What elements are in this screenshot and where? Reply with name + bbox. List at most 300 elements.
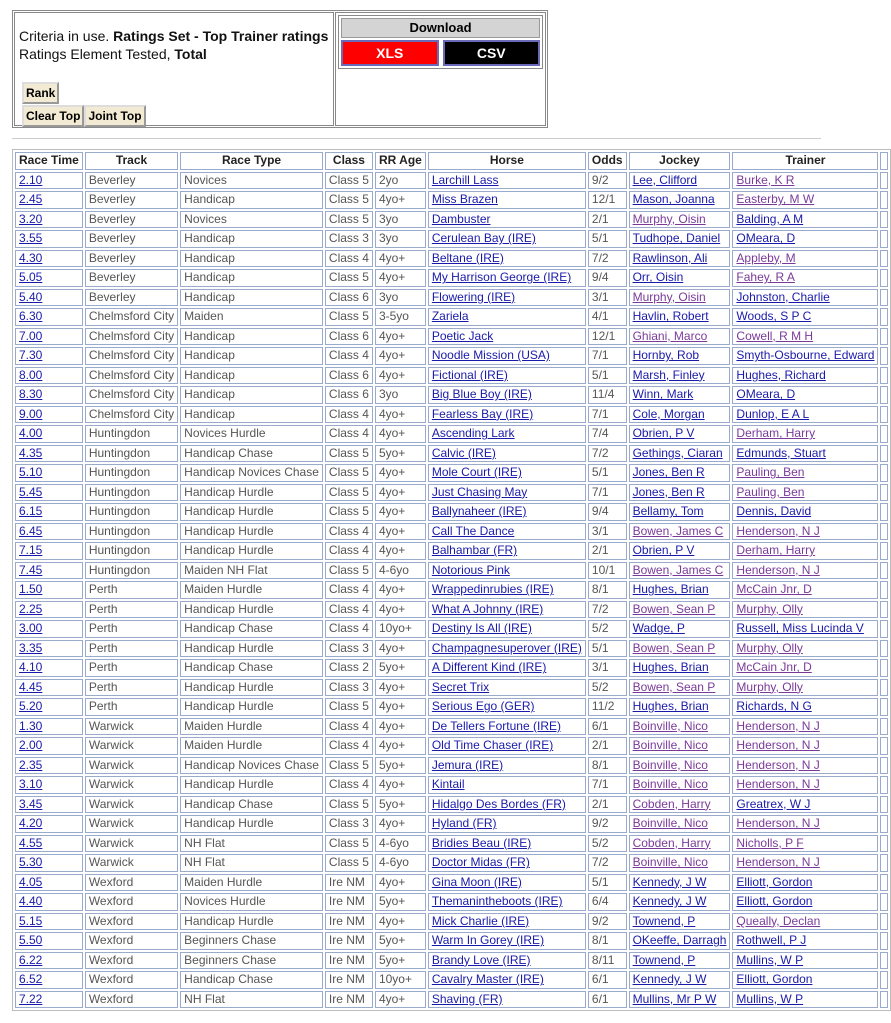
trainer-link[interactable]: Henderson, N J: [736, 777, 820, 792]
track-cell: Huntingdon: [85, 425, 178, 443]
race-type-cell: Handicap Hurdle: [180, 503, 323, 521]
track-cell: Chelmsford City: [85, 347, 178, 365]
trainer-link[interactable]: Rothwell, P J: [736, 933, 807, 948]
extra-cell: [880, 445, 888, 463]
race-time-link[interactable]: 5.30: [19, 855, 43, 870]
horse-link[interactable]: Noodle Mission (USA): [431, 348, 550, 363]
track-cell: Warwick: [85, 737, 178, 755]
jockey-link[interactable]: Kennedy, J W: [632, 874, 707, 889]
horse-link[interactable]: Secret Trix: [431, 679, 490, 694]
jockey-cell: [629, 874, 731, 892]
odds-cell: 9/4: [588, 503, 627, 521]
jockey-link[interactable]: Townend, P: [632, 913, 696, 928]
jockey-link[interactable]: Bowen, James C: [632, 562, 724, 577]
horse-link[interactable]: What A Johnny (IRE): [431, 601, 544, 616]
jockey-cell: [629, 367, 731, 385]
jockey-link[interactable]: Bowen, James C: [632, 523, 724, 538]
jockey-link[interactable]: Jones, Ben R: [632, 484, 705, 499]
horse-link[interactable]: Larchill Lass: [431, 172, 499, 187]
race-time-link[interactable]: 7.15: [19, 543, 43, 558]
race-time-cell: [15, 854, 83, 872]
trainer-cell: [732, 269, 878, 287]
extra-cell: [880, 425, 888, 443]
jockey-cell: [629, 523, 731, 541]
horse-cell: [428, 581, 586, 599]
horse-cell: [428, 640, 586, 658]
race-time-link[interactable]: 5.10: [19, 465, 43, 480]
jockey-link[interactable]: Townend, P: [632, 952, 696, 967]
extra-cell: [880, 913, 888, 931]
jockey-cell: [629, 308, 731, 326]
class-cell: Ire NM: [325, 913, 373, 931]
trainer-link[interactable]: Henderson, N J: [736, 757, 820, 772]
csv-download-button[interactable]: CSV: [443, 40, 541, 66]
jockey-link[interactable]: Cobden, Harry: [632, 796, 711, 811]
class-cell: Class 5: [325, 503, 373, 521]
trainer-link[interactable]: Greatrex, W J: [736, 796, 811, 811]
age-cell: 4yo+: [375, 679, 426, 697]
race-time-link[interactable]: 8.00: [19, 367, 43, 382]
race-time-link[interactable]: 3.00: [19, 621, 43, 636]
horse-link[interactable]: Just Chasing May: [431, 484, 528, 499]
horse-link[interactable]: Calvic (IRE): [431, 445, 496, 460]
trainer-cell: [732, 464, 878, 482]
jockey-link[interactable]: Obrien, P V: [632, 426, 695, 441]
race-type-cell: Handicap Hurdle: [180, 523, 323, 541]
horse-cell: [428, 874, 586, 892]
jockey-link[interactable]: Lee, Clifford: [632, 172, 698, 187]
horse-link[interactable]: Notorious Pink: [431, 562, 510, 577]
race-time-link[interactable]: 6.15: [19, 504, 43, 519]
jockey-link[interactable]: OKeeffe, Darragh: [632, 933, 727, 948]
race-time-link[interactable]: 3.10: [19, 777, 43, 792]
jockey-link[interactable]: Murphy, Oisin: [632, 289, 706, 304]
trainer-cell: [732, 718, 878, 736]
criteria-prefix: Criteria in use.: [19, 28, 110, 44]
jockey-link[interactable]: Boinville, Nico: [632, 718, 708, 733]
trainer-link[interactable]: Edmunds, Stuart: [736, 445, 826, 460]
age-cell: 4yo+: [375, 523, 426, 541]
trainer-cell: [732, 640, 878, 658]
trainer-link[interactable]: Cowell, R M H: [736, 328, 814, 343]
race-time-link[interactable]: 7.30: [19, 348, 43, 363]
table-row: [15, 191, 888, 209]
class-cell: Class 5: [325, 698, 373, 716]
jockey-link[interactable]: Winn, Mark: [632, 387, 694, 402]
race-time-cell: [15, 445, 83, 463]
trainer-cell: [732, 913, 878, 931]
race-time-cell: [15, 269, 83, 287]
jockey-link[interactable]: Cobden, Harry: [632, 835, 711, 850]
trainer-link[interactable]: Nicholls, P F: [736, 835, 804, 850]
horse-link[interactable]: Dambuster: [431, 211, 491, 226]
jockey-link[interactable]: Marsh, Finley: [632, 367, 705, 382]
horse-link[interactable]: Wrappedinrubies (IRE): [431, 582, 554, 597]
jockey-link[interactable]: Obrien, P V: [632, 543, 695, 558]
class-cell: Ire NM: [325, 991, 373, 1009]
jockey-link[interactable]: Ghiani, Marco: [632, 328, 708, 343]
race-time-link[interactable]: 1.50: [19, 582, 43, 597]
trainer-cell: [732, 991, 878, 1009]
horse-link[interactable]: Fearless Bay (IRE): [431, 406, 534, 421]
trainer-link[interactable]: Derham, Harry: [736, 543, 816, 558]
odds-cell: 2/1: [588, 737, 627, 755]
table-row: [15, 406, 888, 424]
ratings-set: Ratings Set - Top Trainer ratings: [113, 28, 329, 44]
race-time-link[interactable]: 4.45: [19, 679, 43, 694]
jockey-link[interactable]: Murphy, Oisin: [632, 211, 706, 226]
age-cell: 4yo+: [375, 581, 426, 599]
horse-link[interactable]: Balhambar (FR): [431, 543, 518, 558]
horse-link[interactable]: Fictional (IRE): [431, 367, 508, 382]
class-cell: Class 3: [325, 679, 373, 697]
trainer-link[interactable]: Smyth-Osbourne, Edward: [736, 348, 875, 363]
trainer-link[interactable]: Elliott, Gordon: [736, 894, 813, 909]
trainer-link[interactable]: Murphy, Olly: [736, 679, 803, 694]
horse-link[interactable]: Cavalry Master (IRE): [431, 972, 544, 987]
clear-top-button[interactable]: Clear Top: [22, 105, 84, 127]
element-line: [19, 45, 329, 63]
race-type-cell: Handicap Chase: [180, 445, 323, 463]
horse-link[interactable]: Miss Brazen: [431, 192, 498, 207]
race-time-link[interactable]: 4.05: [19, 874, 43, 889]
track-cell: Chelmsford City: [85, 308, 178, 326]
xls-download-button[interactable]: XLS: [341, 40, 439, 66]
trainer-link[interactable]: OMeara, D: [736, 231, 796, 246]
trainer-cell: [732, 230, 878, 248]
joint-top-button[interactable]: Joint Top: [84, 105, 145, 127]
trainer-link[interactable]: Henderson, N J: [736, 738, 820, 753]
race-time-link[interactable]: 3.35: [19, 640, 43, 655]
race-type-cell: Maiden: [180, 308, 323, 326]
trainer-link[interactable]: McCain Jnr, D: [736, 582, 812, 597]
jockey-link[interactable]: Kennedy, J W: [632, 894, 707, 909]
race-time-link[interactable]: 6.22: [19, 952, 43, 967]
jockey-link[interactable]: Hughes, Brian: [632, 660, 709, 675]
race-time-link[interactable]: 5.45: [19, 484, 43, 499]
odds-cell: 7/4: [588, 425, 627, 443]
trainer-cell: [732, 757, 878, 775]
trainer-link[interactable]: Elliott, Gordon: [736, 874, 813, 889]
race-time-link[interactable]: 4.20: [19, 816, 43, 831]
jockey-cell: [629, 893, 731, 911]
trainer-link[interactable]: Henderson, N J: [736, 523, 820, 538]
trainer-link[interactable]: Henderson, N J: [736, 816, 820, 831]
horse-link[interactable]: Mole Court (IRE): [431, 465, 522, 480]
extra-cell: [880, 620, 888, 638]
horse-cell: [428, 835, 586, 853]
race-time-cell: [15, 230, 83, 248]
race-time-link[interactable]: 4.40: [19, 894, 43, 909]
odds-cell: 3/1: [588, 289, 627, 307]
trainer-link[interactable]: Richards, N G: [736, 699, 812, 714]
download-panel: [335, 12, 546, 126]
horse-cell: [428, 308, 586, 326]
extra-cell: [880, 893, 888, 911]
jockey-link[interactable]: Mason, Joanna: [632, 192, 715, 207]
jockey-link[interactable]: Jones, Ben R: [632, 465, 705, 480]
age-cell: 10yo+: [375, 620, 426, 638]
horse-cell: [428, 464, 586, 482]
track-cell: Wexford: [85, 991, 178, 1009]
horse-link[interactable]: Themanintheboots (IRE): [431, 894, 563, 909]
jockey-link[interactable]: Bowen, Sean P: [632, 601, 716, 616]
track-cell: Beverley: [85, 191, 178, 209]
race-time-link[interactable]: 5.20: [19, 699, 43, 714]
jockey-link[interactable]: Boinville, Nico: [632, 757, 708, 772]
horse-link[interactable]: Beltane (IRE): [431, 250, 504, 265]
trainer-cell: [732, 581, 878, 599]
trainer-link[interactable]: Henderson, N J: [736, 855, 820, 870]
race-type-cell: Handicap Chase: [180, 971, 323, 989]
jockey-link[interactable]: Hughes, Brian: [632, 699, 709, 714]
download-buttons: [341, 40, 540, 66]
age-cell: 4yo+: [375, 464, 426, 482]
extra-cell: [880, 230, 888, 248]
horse-link[interactable]: My Harrison George (IRE): [431, 270, 572, 285]
jockey-cell: [629, 250, 731, 268]
trainer-link[interactable]: Johnston, Charlie: [736, 289, 830, 304]
race-time-link[interactable]: 3.20: [19, 211, 43, 226]
class-cell: Class 5: [325, 796, 373, 814]
trainer-link[interactable]: Russell, Miss Lucinda V: [736, 621, 864, 636]
trainer-link[interactable]: Dunlop, E A L: [736, 406, 810, 421]
odds-cell: 5/1: [588, 230, 627, 248]
jockey-link[interactable]: Boinville, Nico: [632, 777, 708, 792]
race-time-link[interactable]: 6.45: [19, 523, 43, 538]
race-time-link[interactable]: 6.52: [19, 972, 43, 987]
track-cell: Perth: [85, 640, 178, 658]
trainer-link[interactable]: OMeara, D: [736, 387, 796, 402]
jockey-link[interactable]: Mullins, Mr P W: [632, 991, 717, 1006]
table-row: [15, 952, 888, 970]
race-time-link[interactable]: 4.10: [19, 660, 43, 675]
trainer-link[interactable]: Dennis, David: [736, 504, 812, 519]
race-time-link[interactable]: 4.30: [19, 250, 43, 265]
race-time-link[interactable]: 4.35: [19, 445, 43, 460]
horse-cell: [428, 796, 586, 814]
track-cell: Wexford: [85, 932, 178, 950]
class-cell: Class 6: [325, 367, 373, 385]
trainer-link[interactable]: Burke, K R: [736, 172, 795, 187]
jockey-link[interactable]: Bellamy, Tom: [632, 504, 704, 519]
race-type-cell: Handicap: [180, 289, 323, 307]
race-time-cell: [15, 776, 83, 794]
trainer-link[interactable]: Fahey, R A: [736, 270, 795, 285]
race-time-link[interactable]: 2.35: [19, 757, 43, 772]
track-cell: Warwick: [85, 796, 178, 814]
jockey-link[interactable]: Bowen, Sean P: [632, 640, 716, 655]
race-time-link[interactable]: 3.45: [19, 796, 43, 811]
table-row: [15, 737, 888, 755]
trainer-cell: [732, 854, 878, 872]
extra-cell: [880, 737, 888, 755]
trainer-link[interactable]: Appleby, M: [736, 250, 796, 265]
trainer-link[interactable]: Woods, S P C: [736, 309, 812, 324]
race-time-link[interactable]: 8.30: [19, 387, 43, 402]
extra-cell: [880, 815, 888, 833]
extra-cell: [880, 776, 888, 794]
race-time-link[interactable]: 1.30: [19, 718, 43, 733]
jockey-link[interactable]: Boinville, Nico: [632, 738, 708, 753]
trainer-cell: [732, 815, 878, 833]
jockey-cell: [629, 913, 731, 931]
jockey-link[interactable]: Boinville, Nico: [632, 816, 708, 831]
jockey-cell: [629, 971, 731, 989]
age-cell: 4yo+: [375, 913, 426, 931]
track-cell: Warwick: [85, 776, 178, 794]
extra-cell: [880, 854, 888, 872]
table-row: [15, 445, 888, 463]
race-time-link[interactable]: 9.00: [19, 406, 43, 421]
trainer-cell: [732, 620, 878, 638]
jockey-link[interactable]: Bowen, Sean P: [632, 679, 716, 694]
race-time-link[interactable]: 5.40: [19, 289, 43, 304]
jockey-link[interactable]: Havlin, Robert: [632, 309, 709, 324]
race-time-link[interactable]: 6.30: [19, 309, 43, 324]
race-type-cell: Beginners Chase: [180, 932, 323, 950]
race-time-link[interactable]: 4.00: [19, 426, 43, 441]
race-time-link[interactable]: 7.45: [19, 562, 43, 577]
rank-button[interactable]: Rank: [22, 82, 59, 104]
race-time-link[interactable]: 5.15: [19, 913, 43, 928]
horse-link[interactable]: Ascending Lark: [431, 426, 515, 441]
race-type-cell: Handicap: [180, 250, 323, 268]
age-cell: 5yo+: [375, 445, 426, 463]
race-time-link[interactable]: 2.25: [19, 601, 43, 616]
jockey-link[interactable]: Gethings, Ciaran: [632, 445, 723, 460]
race-time-link[interactable]: 5.50: [19, 933, 43, 948]
trainer-link[interactable]: Balding, A M: [736, 211, 804, 226]
horse-cell: [428, 406, 586, 424]
horse-link[interactable]: Shaving (FR): [431, 991, 503, 1006]
horse-link[interactable]: Old Time Chaser (IRE): [431, 738, 554, 753]
trainer-link[interactable]: Derham, Harry: [736, 426, 816, 441]
jockey-cell: [629, 659, 731, 677]
horse-cell: [428, 289, 586, 307]
race-time-link[interactable]: 3.55: [19, 231, 43, 246]
class-cell: Class 4: [325, 601, 373, 619]
odds-cell: 6/1: [588, 971, 627, 989]
horse-link[interactable]: De Tellers Fortune (IRE): [431, 718, 561, 733]
jockey-link[interactable]: Cole, Morgan: [632, 406, 705, 421]
horse-link[interactable]: Jemura (IRE): [431, 757, 504, 772]
trainer-link[interactable]: Mullins, W P: [736, 991, 804, 1006]
horse-link[interactable]: A Different Kind (IRE): [431, 660, 547, 675]
trainer-link[interactable]: Murphy, Olly: [736, 601, 803, 616]
track-cell: Beverley: [85, 250, 178, 268]
horse-link[interactable]: Hyland (FR): [431, 816, 497, 831]
trainer-link[interactable]: Henderson, N J: [736, 718, 820, 733]
horse-link[interactable]: Doctor Midas (FR): [431, 855, 530, 870]
trainer-cell: [732, 328, 878, 346]
horse-link[interactable]: Gina Moon (IRE): [431, 874, 522, 889]
trainer-link[interactable]: Elliott, Gordon: [736, 972, 813, 987]
trainer-link[interactable]: Hughes, Richard: [736, 367, 826, 382]
jockey-link[interactable]: Tudhope, Daniel: [632, 231, 721, 246]
jockey-link[interactable]: Hornby, Rob: [632, 348, 700, 363]
horse-link[interactable]: Ballynaheer (IRE): [431, 504, 527, 519]
jockey-link[interactable]: Hughes, Brian: [632, 582, 709, 597]
trainer-link[interactable]: Murphy, Olly: [736, 640, 803, 655]
separator: [12, 138, 821, 139]
trainer-cell: [732, 971, 878, 989]
trainer-cell: [732, 347, 878, 365]
race-time-link[interactable]: 2.00: [19, 738, 43, 753]
race-time-link[interactable]: 7.22: [19, 991, 43, 1006]
horse-link[interactable]: Hidalgo Des Bordes (FR): [431, 796, 566, 811]
horse-link[interactable]: Zariela: [431, 309, 469, 324]
jockey-cell: [629, 952, 731, 970]
race-type-cell: Beginners Chase: [180, 952, 323, 970]
trainer-link[interactable]: Mullins, W P: [736, 952, 804, 967]
horse-link[interactable]: Call The Dance: [431, 523, 515, 538]
race-type-cell: Maiden Hurdle: [180, 718, 323, 736]
age-cell: 4yo+: [375, 191, 426, 209]
track-cell: Beverley: [85, 172, 178, 190]
horse-link[interactable]: Warm In Gorey (IRE): [431, 933, 545, 948]
extra-cell: [880, 347, 888, 365]
race-time-cell: [15, 835, 83, 853]
race-time-link[interactable]: 2.45: [19, 192, 43, 207]
trainer-link[interactable]: Pauling, Ben: [736, 484, 805, 499]
age-cell: 5yo+: [375, 893, 426, 911]
horse-link[interactable]: Kintail: [431, 777, 465, 792]
horse-link[interactable]: Poetic Jack: [431, 328, 494, 343]
horse-link[interactable]: Destiny Is All (IRE): [431, 621, 532, 636]
horse-link[interactable]: Flowering (IRE): [431, 289, 516, 304]
trainer-link[interactable]: Henderson, N J: [736, 562, 820, 577]
trainer-link[interactable]: McCain Jnr, D: [736, 660, 812, 675]
jockey-cell: [629, 581, 731, 599]
horse-link[interactable]: Cerulean Bay (IRE): [431, 231, 536, 246]
horse-link[interactable]: Big Blue Boy (IRE): [431, 387, 532, 402]
horse-link[interactable]: Bridies Beau (IRE): [431, 835, 532, 850]
jockey-link[interactable]: Rawlinson, Ali: [632, 250, 708, 265]
class-cell: Class 5: [325, 484, 373, 502]
class-cell: Class 4: [325, 581, 373, 599]
race-type-cell: NH Flat: [180, 854, 323, 872]
horse-cell: [428, 503, 586, 521]
jockey-cell: [629, 542, 731, 560]
jockey-link[interactable]: Kennedy, J W: [632, 972, 707, 987]
race-type-cell: Handicap Hurdle: [180, 679, 323, 697]
race-type-cell: Novices: [180, 211, 323, 229]
trainer-link[interactable]: Easterby, M W: [736, 192, 815, 207]
extra-cell: [880, 971, 888, 989]
race-time-cell: [15, 523, 83, 541]
trainer-link[interactable]: Pauling, Ben: [736, 465, 805, 480]
trainer-link[interactable]: Queally, Declan: [736, 913, 821, 928]
horse-link[interactable]: Mick Charlie (IRE): [431, 913, 530, 928]
horse-link[interactable]: Champagnesuperover (IRE): [431, 640, 582, 655]
jockey-link[interactable]: Orr, Oisin: [632, 270, 684, 285]
race-type-cell: Handicap: [180, 191, 323, 209]
race-time-link[interactable]: 7.00: [19, 328, 43, 343]
jockey-link[interactable]: Wadge, P: [632, 621, 685, 636]
horse-cell: [428, 854, 586, 872]
horse-link[interactable]: Brandy Love (IRE): [431, 952, 531, 967]
race-time-link[interactable]: 4.55: [19, 835, 43, 850]
race-type-cell: Maiden Hurdle: [180, 581, 323, 599]
jockey-cell: [629, 815, 731, 833]
race-time-link[interactable]: 2.10: [19, 172, 43, 187]
race-time-cell: [15, 620, 83, 638]
jockey-link[interactable]: Boinville, Nico: [632, 855, 708, 870]
race-time-link[interactable]: 5.05: [19, 270, 43, 285]
track-cell: Huntingdon: [85, 484, 178, 502]
horse-link[interactable]: Serious Ego (GER): [431, 699, 535, 714]
